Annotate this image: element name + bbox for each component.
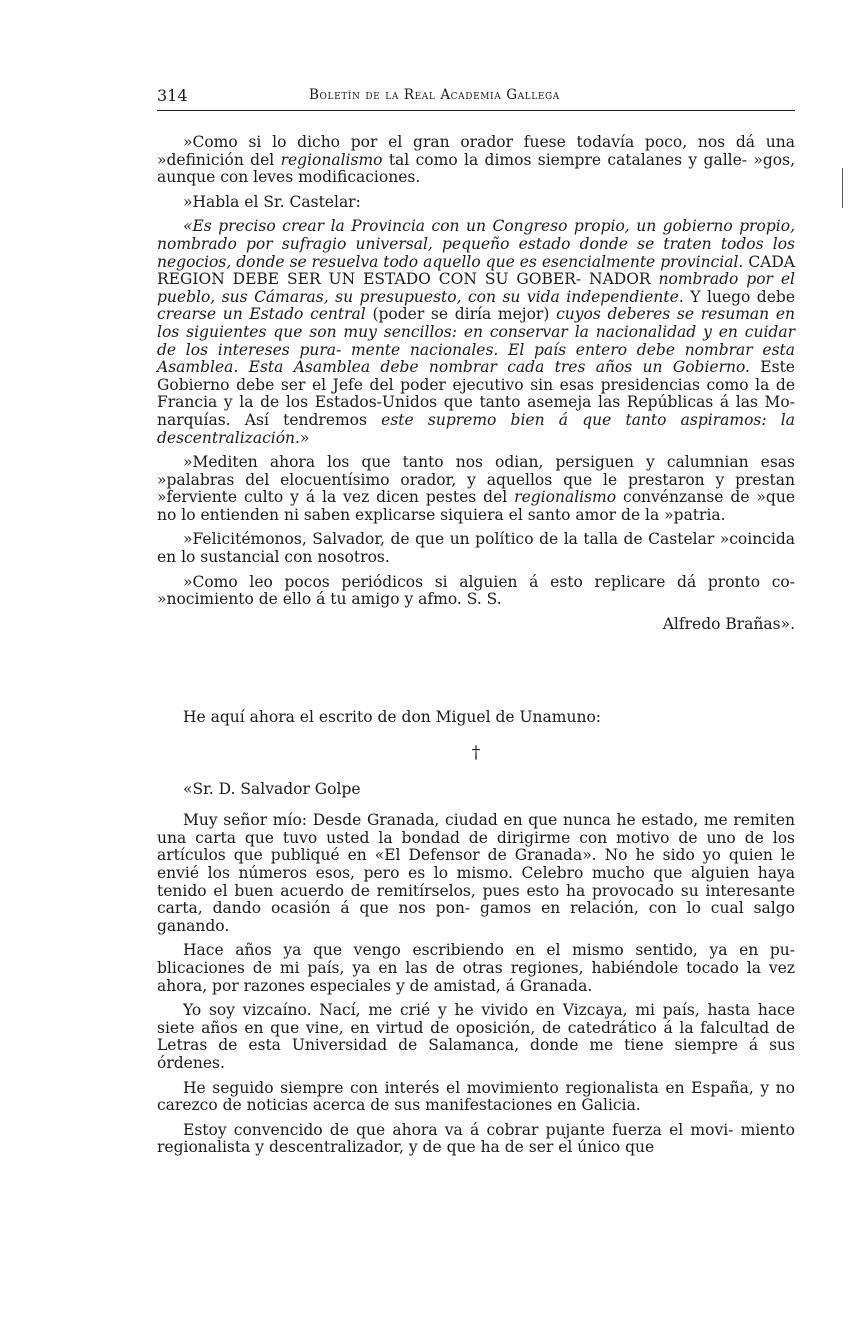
running-title: Boletín de la Real Academia Gallega [309, 87, 560, 103]
paragraph-1: »Como si lo dicho por el gran orador fuese todavía poco, nos dá una »definición del regionalismo tal como la dimos siempre catalanes y galle- »gos, aunque con leves modificaciones. [157, 133, 795, 187]
signature: Alfredo Brañas». [662, 614, 795, 633]
margin-mark [842, 168, 843, 208]
cross-icon: † [471, 743, 481, 764]
intro-line: He aquí ahora el escrito de don Miguel de Unamuno: [183, 708, 602, 727]
page-header [157, 84, 795, 111]
letter-paragraph-1: Muy señor mío: Desde Granada, ciudad en que nunca he estado, me remiten una carta que tuvo usted la bondad de dirigirme con motivo de uno de los artículos que publiqué en «El Defensor de Granada». No he sido yo quien le envié los números esos, pero es lo mismo. Celebro mucho que alguien haya tenido el buen acuerdo de remitírselos, pues esto ha provocado su interesante carta, dando ocasión á que nos pon- gamos en relación, con lo cual salgo ganando. [157, 811, 795, 935]
letter-paragraph-2: Hace años ya que vengo escribiendo en el mismo sentido, ya en pu- blicaciones de mi país, ya en las de otras regiones, habiéndole tocado la vez ahora, por razones especiales y de amistad, á Granada. [157, 941, 795, 995]
page-number: 314 [157, 86, 188, 105]
salutation: «Sr. D. Salvador Golpe [183, 779, 361, 798]
letter-paragraph-5: Estoy convencido de que ahora va á cobrar pujante fuerza el movi- miento regionalista y descentralizador, y de que ha de ser el único que [157, 1120, 795, 1157]
paragraph-5: »Felicitémonos, Salvador, de que un político de la talla de Castelar »coincida en lo sustancial con nosotros. [157, 530, 795, 567]
paragraph-6: »Como leo pocos periódicos si alguien á esto replicare dá pronto co- »nocimiento de ello á tu amigo y afmo. S. S. [157, 572, 795, 609]
castelar-quote: «Es preciso crear la Provincia con un Congreso propio, un gobierno propio, nombrado por sufragio universal, pequeño estado donde se traten todos los negocios, donde se resuelva todo aquello que es esencialmente provincial. CADA REGION DEBE SER UN ESTADO CON SU GOBER- NADOR nombrado por el pueblo, sus Cámaras, su presupuesto, con su vida independiente. Y luego debe crearse un Estado central (poder se diría mejor) cuyos deberes se resuman en los siguientes que son muy sencillos: en conservar la nacionalidad y en cuidar de los intereses pura- mente nacionales. El país entero debe nombrar esta Asamblea. Esta Asamblea debe nombrar cada tres años un Gobierno. Este Gobierno debe ser el Jefe del poder ejecutivo sin esas presidencias como la de Francia y la de los Estados-Unidos que tanto asemeja las Repúblicas á las Mo- narquías. Así tendremos este supremo bien á que tanto aspiramos: la descentralización.» [157, 217, 795, 447]
letter-paragraph-4: He seguido siempre con interés el movimiento regionalista en España, y no carezco de noticias acerca de sus manifestaciones en Galicia. [157, 1078, 795, 1115]
letter-paragraph-3: Yo soy vizcaíno. Nací, me crié y he vivido en Vizcaya, mi país, hasta hace siete años en que vine, en virtud de oposición, de catedrático á la falcultad de Letras de esta Universidad de Salamanca, donde me tiene siempre á sus órdenes. [157, 1001, 795, 1072]
paragraph-2: »Habla el Sr. Castelar: [183, 192, 361, 211]
paragraph-4: »Mediten ahora los que tanto nos odian, persiguen y calumnian esas »palabras del elocuentísimo orador, y aquellos que le prestaron y prestan »ferviente culto y á la vez dicen pestes del regionalismo convénzanse de »que no lo entienden ni saben explicarse siquiera el santo amor de la »patria. [157, 453, 795, 524]
body-text [157, 134, 795, 1164]
